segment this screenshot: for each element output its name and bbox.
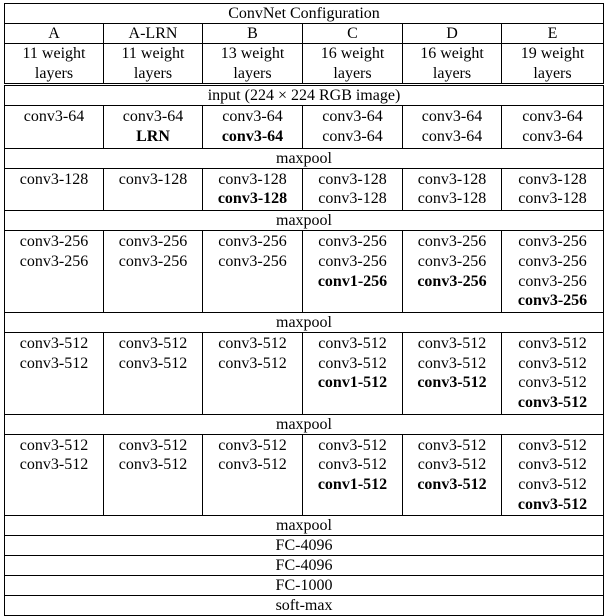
layer-span-cell: FC-1000 (5, 576, 604, 596)
layer: conv3-512 (218, 436, 287, 454)
layer-span-cell: soft-max (5, 596, 604, 616)
added-layer: conv1-256 (317, 272, 388, 290)
depth-line: 16 weight (420, 45, 484, 62)
layer: conv3-512 (118, 456, 188, 474)
layer-span-row (5, 148, 604, 168)
conv-block-cell (502, 434, 604, 516)
column-name-row (5, 24, 604, 44)
added-layer: conv3-512 (517, 495, 588, 513)
layer: conv3-512 (518, 334, 587, 352)
conv-block-cell (303, 106, 403, 148)
layer: conv3-512 (218, 334, 287, 352)
layer-span-row (5, 312, 604, 332)
layer: conv3-512 (218, 354, 287, 372)
layer: conv3-512 (19, 456, 89, 474)
conv-block-cell (403, 168, 502, 210)
layer-span-row (5, 85, 604, 106)
layer-span-cell: FC-4096 (5, 556, 604, 576)
column-name: C (303, 24, 403, 44)
layer-span-row (5, 576, 604, 596)
column-depth (5, 44, 104, 85)
layer-span-cell: maxpool (5, 414, 604, 434)
layer: conv3-256 (417, 233, 487, 251)
depth-line: 19 weight (520, 45, 585, 62)
added-layer: conv1-512 (317, 374, 388, 392)
column-name: D (403, 24, 502, 44)
added-layer: conv3-512 (417, 374, 487, 392)
table-title: ConvNet Configuration (5, 4, 604, 24)
layer: conv3-128 (417, 190, 487, 208)
layer: conv3-512 (417, 436, 487, 454)
depth-line: 13 weight (220, 45, 285, 62)
conv-block-cell (104, 231, 203, 313)
layer-span-cell: maxpool (5, 516, 604, 536)
conv-block-cell (203, 434, 303, 516)
conv-block-cell (403, 434, 502, 516)
layer: conv3-256 (318, 252, 387, 270)
column-name: B (203, 24, 303, 44)
depth-line: layers (333, 64, 372, 82)
layer: conv3-64 (23, 108, 85, 126)
layer: conv3-64 (222, 108, 283, 126)
layer: conv3-512 (118, 436, 188, 454)
column-name: E (502, 24, 604, 44)
depth-line: 11 weight (121, 45, 185, 62)
layer: conv3-512 (518, 354, 587, 372)
layer: conv3-512 (118, 354, 188, 372)
added-layer: conv3-128 (217, 190, 288, 208)
layer: conv3-512 (518, 456, 587, 474)
layer-span-row (5, 536, 604, 556)
conv-block-cell (5, 106, 104, 148)
conv-block-cell (203, 332, 303, 414)
added-layer: conv3-512 (417, 476, 487, 493)
depth-line: layers (133, 64, 173, 82)
conv-block-row (5, 231, 604, 313)
column-depth (502, 44, 604, 85)
column-name: A-LRN (104, 24, 203, 44)
column-depth (203, 44, 303, 85)
conv-block-cell (5, 434, 104, 516)
conv-block-cell (104, 106, 203, 148)
depth-line: layers (34, 64, 74, 82)
conv-block-cell (303, 168, 403, 210)
depth-line: layers (533, 64, 572, 82)
layer: conv3-256 (417, 252, 487, 270)
layer: conv3-256 (518, 252, 587, 270)
table-title-row (5, 4, 604, 24)
conv-block-cell (303, 231, 403, 313)
layer: conv3-512 (518, 476, 587, 493)
conv-block-row (5, 106, 604, 148)
layer: conv3-512 (518, 374, 587, 392)
layer: conv3-128 (518, 190, 587, 208)
layer: conv3-256 (318, 233, 387, 251)
conv-block-cell (502, 332, 604, 414)
layer: conv3-512 (417, 354, 487, 372)
layer: conv3-128 (318, 190, 387, 208)
conv-block-row (5, 434, 604, 516)
added-layer: conv3-512 (517, 393, 588, 411)
column-depth (104, 44, 203, 85)
layer-span-row (5, 211, 604, 231)
depth-line: layers (432, 64, 472, 82)
conv-block-cell (5, 332, 104, 414)
layer: conv3-256 (19, 233, 89, 251)
layer: conv3-256 (518, 272, 587, 290)
layer: conv3-64 (522, 108, 583, 126)
layer: conv3-128 (218, 170, 287, 188)
depth-line: layers (233, 64, 272, 82)
layer: conv3-512 (518, 436, 587, 454)
column-depth (403, 44, 502, 85)
added-layer: LRN (136, 128, 170, 146)
layer-span-cell: input (224 × 224 RGB image) (5, 85, 604, 106)
conv-block-cell (5, 231, 104, 313)
layer: conv3-512 (19, 334, 89, 352)
layer: conv3-256 (118, 233, 188, 251)
column-depth-row (5, 44, 604, 85)
layer: conv3-64 (522, 128, 583, 146)
conv-block-cell (502, 168, 604, 210)
conv-block-cell (403, 106, 502, 148)
conv-block-cell (502, 231, 604, 313)
conv-block-cell (203, 231, 303, 313)
layer: conv3-128 (417, 170, 487, 188)
column-name: A (5, 24, 104, 44)
layer: conv3-512 (417, 456, 487, 474)
layer-span-cell: maxpool (5, 312, 604, 332)
conv-block-cell (303, 332, 403, 414)
layer: conv3-512 (318, 436, 387, 454)
added-layer: conv3-256 (417, 272, 487, 290)
layer: conv3-256 (218, 233, 287, 251)
layer: conv3-64 (322, 128, 383, 146)
layer: conv3-256 (19, 252, 89, 270)
layer: conv3-64 (322, 108, 383, 126)
conv-block-cell (203, 106, 303, 148)
layer: conv3-512 (318, 354, 387, 372)
added-layer: conv3-256 (517, 292, 588, 310)
depth-line: 16 weight (320, 45, 385, 62)
conv-block-cell (403, 231, 502, 313)
conv-block-cell (104, 332, 203, 414)
layer: conv3-512 (218, 456, 287, 474)
layer: conv3-64 (421, 128, 483, 146)
conv-block-cell (104, 168, 203, 210)
layer-span-cell: FC-4096 (5, 536, 604, 556)
layer-span-row (5, 414, 604, 434)
column-depth (303, 44, 403, 85)
conv-block-row (5, 168, 604, 210)
layer-span-row (5, 516, 604, 536)
layer: conv3-256 (218, 252, 287, 270)
added-layer: conv3-64 (221, 128, 284, 146)
layer: conv3-128 (518, 170, 587, 188)
conv-block-cell (303, 434, 403, 516)
layer: conv3-512 (417, 334, 487, 352)
layer: conv3-512 (118, 334, 188, 352)
layer: conv3-64 (122, 108, 184, 126)
conv-block-cell (203, 168, 303, 210)
layer: conv3-512 (318, 456, 387, 474)
layer: conv3-256 (518, 233, 587, 251)
conv-block-cell (502, 106, 604, 148)
layer: conv3-512 (19, 354, 89, 372)
layer: conv3-256 (118, 252, 188, 270)
conv-block-cell (403, 332, 502, 414)
conv-block-cell (5, 168, 104, 210)
layer-span-cell: maxpool (5, 211, 604, 231)
convnet-config-table (4, 3, 604, 616)
layer: conv3-512 (19, 436, 89, 454)
layer-span-row (5, 556, 604, 576)
layer-span-cell: maxpool (5, 148, 604, 168)
depth-line: 11 weight (22, 45, 86, 62)
added-layer: conv1-512 (317, 476, 388, 493)
layer: conv3-128 (19, 170, 89, 188)
layer: conv3-512 (318, 334, 387, 352)
conv-block-cell (104, 434, 203, 516)
layer: conv3-128 (118, 170, 188, 188)
layer: conv3-128 (318, 170, 387, 188)
layer: conv3-64 (421, 108, 483, 126)
conv-block-row (5, 332, 604, 414)
